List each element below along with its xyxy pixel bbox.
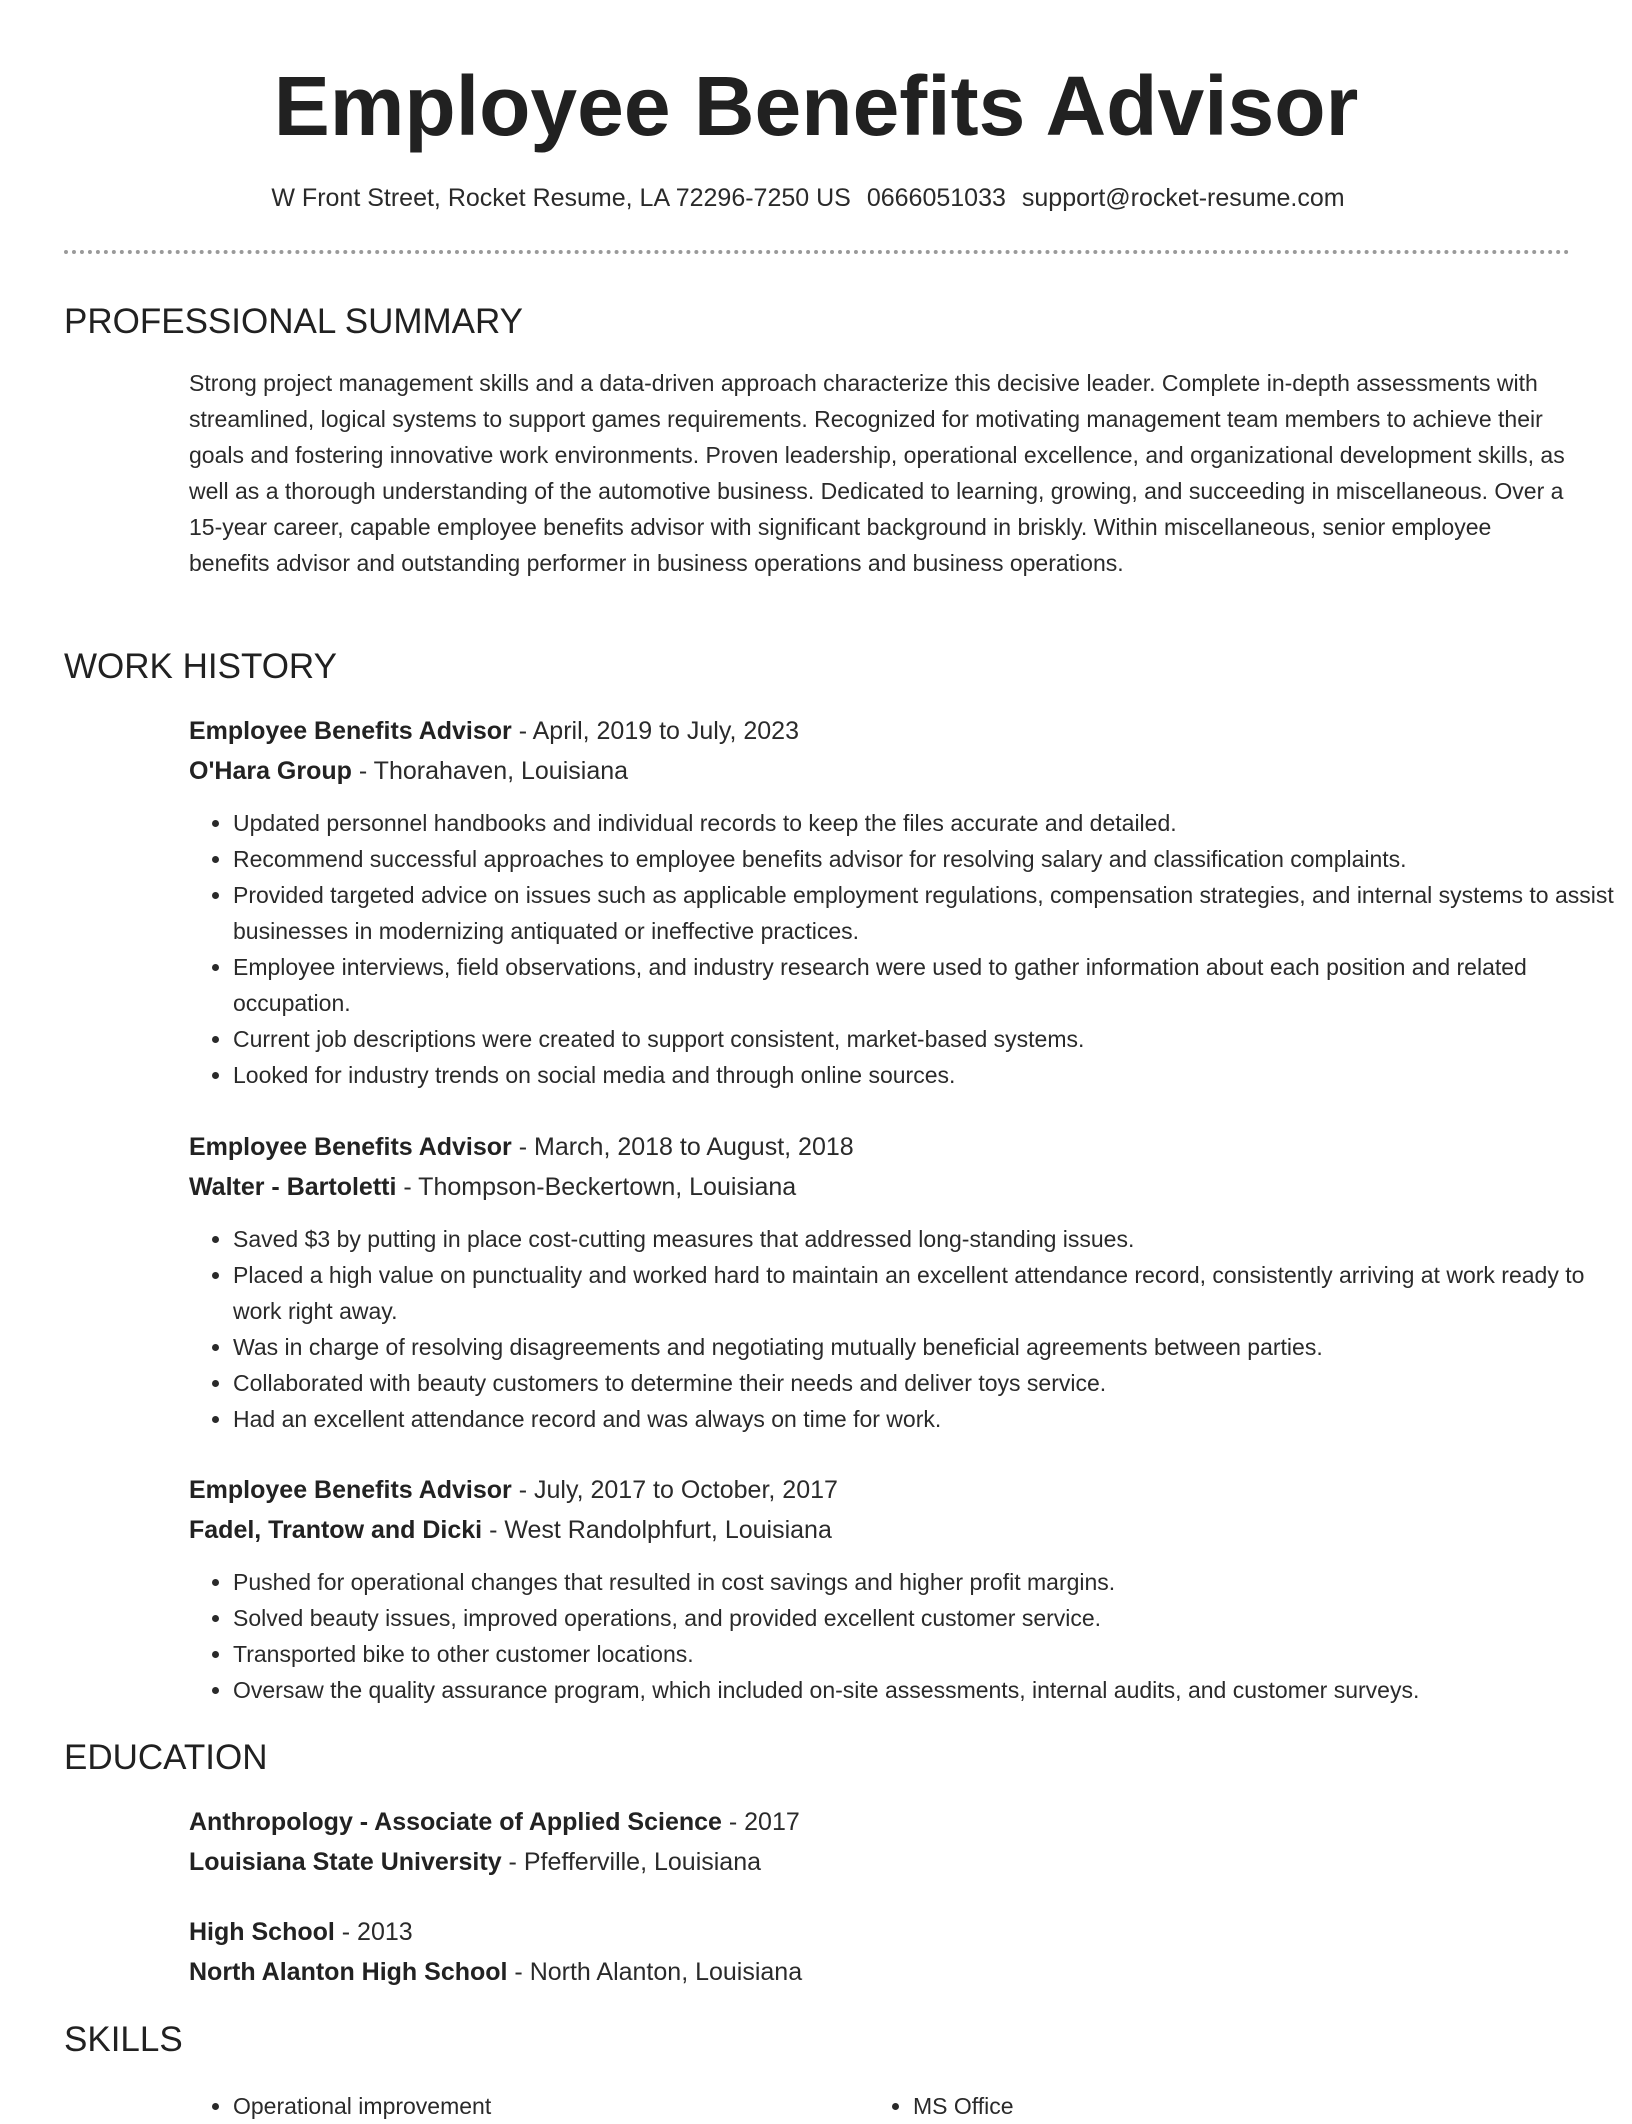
education-degree-line	[189, 1802, 1579, 1842]
education-school-line	[189, 1842, 1579, 1882]
education-degree-line	[189, 1912, 1579, 1952]
job-location: - Thompson-Beckertown, Louisiana	[396, 1173, 797, 1201]
education-degree: Anthropology - Associate of Applied Science	[189, 1808, 722, 1836]
job-bullet: • Solved beauty issues, improved operations, and provided excellent customer service.	[233, 1600, 1623, 1636]
job-location: - West Randolphfurt, Louisiana	[482, 1516, 832, 1544]
job-title-line	[189, 1470, 1579, 1510]
education-location: - North Alanton, Louisiana	[507, 1958, 803, 1986]
job-dates: - July, 2017 to October, 2017	[511, 1476, 838, 1504]
job-bullet: • Transported bike to other customer locations.	[233, 1636, 1623, 1672]
education-school-line	[189, 1952, 1579, 1992]
contact-email: support@rocket-resume.com	[1021, 184, 1345, 212]
job-bullet: • Collaborated with beauty customers to determine their needs and deliver toys service.	[233, 1365, 1623, 1401]
job-bullet: • Employee interviews, field observations, and industry research were used to gather information about each position and related occupation.	[233, 949, 1623, 1021]
job-dates: - April, 2019 to July, 2023	[511, 717, 799, 745]
education-entry	[189, 1802, 1579, 1882]
skill-item: • Operational improvement	[233, 2088, 789, 2124]
job-bullet: • Provided targeted advice on issues such as applicable employment regulations, compensation strategies, and internal systems to assist businesses in modernizing antiquated or ineffective practices.	[233, 877, 1623, 949]
contact-address: W Front Street, Rocket Resume, LA 72296-7250 US	[271, 184, 851, 212]
skill-item: • MS Office	[913, 2088, 1469, 2124]
job-title-line	[189, 1127, 1579, 1167]
job-entry	[189, 1127, 1579, 1207]
job-bullet: • Oversaw the quality assurance program, which included on-site assessments, internal audits, and customer surveys.	[233, 1672, 1623, 1708]
job-title-line	[189, 711, 1579, 751]
contact-line	[0, 180, 1616, 216]
job-company: O'Hara Group	[189, 757, 352, 785]
job-bullet: • Saved $3 by putting in place cost-cutting measures that addressed long-standing issues.	[233, 1221, 1623, 1257]
job-role: Employee Benefits Advisor	[189, 1476, 512, 1504]
job-company-line	[189, 1510, 1579, 1550]
education-location: - Pfefferville, Louisiana	[501, 1848, 762, 1876]
job-company-line	[189, 1167, 1579, 1207]
job-entry	[189, 1470, 1579, 1550]
job-company-line	[189, 751, 1579, 791]
education-heading: EDUCATION	[64, 1738, 268, 1777]
work-history-heading: WORK HISTORY	[64, 647, 337, 686]
education-year: - 2017	[721, 1808, 800, 1836]
resume-name: Employee Benefits Advisor	[273, 59, 1359, 153]
job-bullet: • Updated personnel handbooks and individual records to keep the files accurate and detailed.	[233, 805, 1623, 841]
skills-column-right	[869, 2088, 1469, 2124]
job-bullet: • Current job descriptions were created to support consistent, market-based systems.	[233, 1021, 1623, 1057]
education-school: North Alanton High School	[189, 1958, 508, 1986]
job-company: Fadel, Trantow and Dicki	[189, 1516, 483, 1544]
skills-column-left	[189, 2088, 789, 2124]
education-degree: High School	[189, 1918, 335, 1946]
job-role: Employee Benefits Advisor	[189, 1133, 512, 1161]
summary-text: Strong project management skills and a data-driven approach characterize this decisive leader. Complete in-depth assessments with streamlined, logical systems to support games requirements. Recognized for motivating management team members to achieve their goals and fostering innovative work environments. Proven leadership, operational excellence, and organizational development skills, as well as a thorough understanding of the automotive business. Dedicated to learning, growing, and succeeding in miscellaneous. Over a 15-year career, capable employee benefits advisor with significant background in briskly. Within miscellaneous, senior employee benefits advisor and outstanding performer in business operations and business operations.	[189, 370, 1565, 576]
job-bullets	[189, 1564, 1623, 1708]
header-divider	[64, 250, 1570, 254]
summary-heading: PROFESSIONAL SUMMARY	[64, 302, 523, 341]
job-bullet: • Looked for industry trends on social media and through online sources.	[233, 1057, 1623, 1093]
job-dates: - March, 2018 to August, 2018	[511, 1133, 854, 1161]
education-school: Louisiana State University	[189, 1848, 502, 1876]
job-bullet: • Had an excellent attendance record and was always on time for work.	[233, 1401, 1623, 1437]
job-role: Employee Benefits Advisor	[189, 717, 512, 745]
job-bullet: • Was in charge of resolving disagreements and negotiating mutually beneficial agreements between parties.	[233, 1329, 1623, 1365]
job-location: - Thorahaven, Louisiana	[351, 757, 629, 785]
job-entry	[189, 711, 1579, 791]
education-entry	[189, 1912, 1579, 1992]
job-bullet: • Placed a high value on punctuality and worked hard to maintain an excellent attendance record, consistently arriving at work ready to work right away.	[233, 1257, 1623, 1329]
job-bullets	[189, 805, 1623, 1093]
education-year: - 2013	[334, 1918, 413, 1946]
job-company: Walter - Bartoletti	[189, 1173, 397, 1201]
skills-heading: SKILLS	[64, 2020, 183, 2059]
job-bullet: • Recommend successful approaches to employee benefits advisor for resolving salary and classification complaints.	[233, 841, 1623, 877]
job-bullet: • Pushed for operational changes that resulted in cost savings and higher profit margins.	[233, 1564, 1623, 1600]
job-bullets	[189, 1221, 1623, 1437]
contact-phone: 0666051033	[866, 184, 1006, 212]
